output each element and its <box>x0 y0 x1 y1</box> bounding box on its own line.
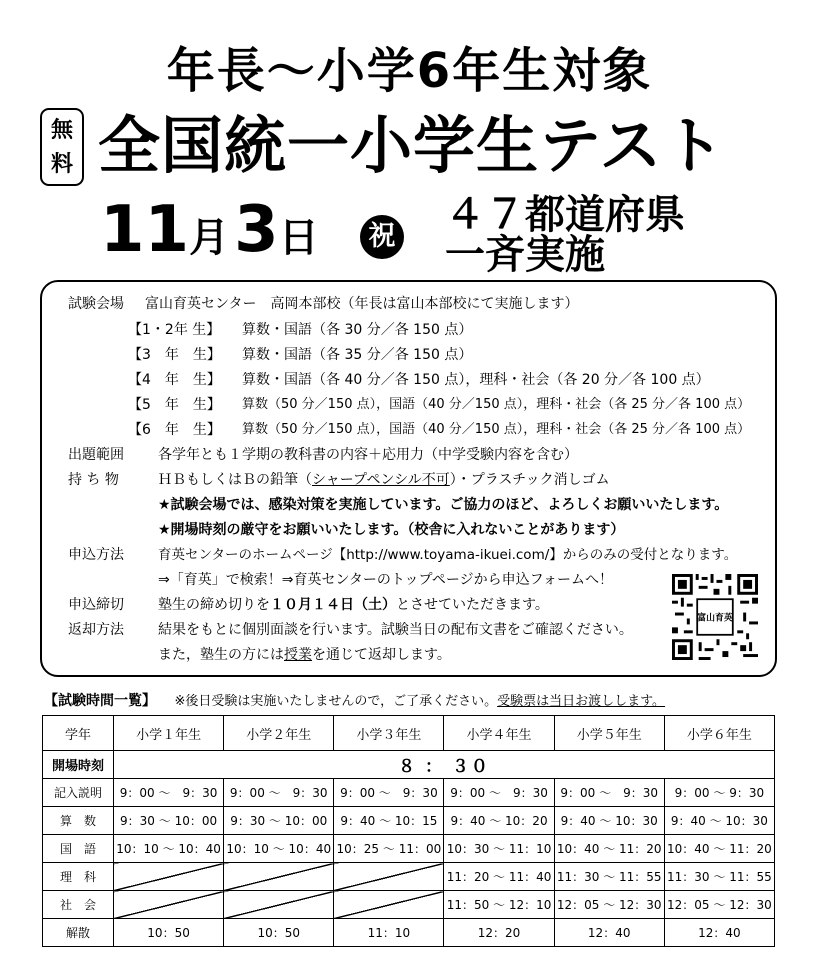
header-cell: 小学２年生 <box>224 716 334 751</box>
return-label: 返却方法 <box>68 622 124 638</box>
items-label: 持 ち 物 <box>68 472 119 488</box>
grade-subjects: 算数・国語（各 40 分／各 150 点），理科・社会（各 20 分／各 100 点） <box>242 372 710 388</box>
items-underline: シャープペンシル不可 <box>312 472 450 488</box>
table-cell: 9：00 ～ 9：30 <box>554 779 664 807</box>
schedule-title: 【試験時間一覧】 <box>44 693 156 709</box>
row-label: 解散 <box>43 919 114 947</box>
table-cell: 12：05 ～ 12：30 <box>664 891 774 919</box>
table-row-open <box>43 751 775 779</box>
table-cell: 12：05 ～ 12：30 <box>554 891 664 919</box>
header-cell: 小学６年生 <box>664 716 774 751</box>
table-cell: 10：40 ～ 11：20 <box>664 835 774 863</box>
table-cell: 12：40 <box>664 919 774 947</box>
apply-text: 育英センターのホームページ【http://www.toyama-ikuei.com/】からのみの受付となります。 <box>158 547 738 563</box>
row-label: 社 会 <box>43 891 114 919</box>
table-cell: 10：50 <box>114 919 224 947</box>
table-cell: 9：40 ～ 10：20 <box>444 807 554 835</box>
row-label: 算 数 <box>43 807 114 835</box>
date-month-kanji: 月 <box>189 215 230 261</box>
free-badge-char-2: 料 <box>50 152 73 177</box>
qr-label: 富山育英 <box>697 613 733 624</box>
table-cell: 10：25 ～ 11：00 <box>334 835 444 863</box>
apply-text-2: ⇒「育英」で検索！⇒育英センターのトップページから申込フォームへ！ <box>158 572 613 588</box>
grade-subjects: 算数（50 分／150 点），国語（40 分／150 点），理科・社会（各 25 分／各 100 点） <box>242 422 751 437</box>
grade-label: 【6 年 生】 <box>128 422 221 438</box>
deadline-pre: 塾生の締め切りを <box>158 597 270 613</box>
header-cell: 小学３年生 <box>334 716 444 751</box>
items-post: ）・プラスチック消しゴム <box>449 472 610 488</box>
table-cell: 10：30 ～ 11：10 <box>444 835 554 863</box>
table-cell-empty <box>334 891 444 919</box>
notice-infection: ★試験会場では、感染対策を実施しています。ご協力のほど、よろしくお願いいたします。 <box>158 497 729 513</box>
grade-label: 【1・2年 生】 <box>128 322 221 338</box>
grade-subjects: 算数（50 分／150 点），国語（40 分／150 点），理科・社会（各 25 分／各 100 点） <box>242 397 751 412</box>
test-title: 全国統一小学生テスト <box>98 109 726 182</box>
table-row <box>43 779 775 807</box>
date-day-kanji: 日 <box>278 215 319 261</box>
return-post: を通じて返却します。 <box>312 647 451 663</box>
table-cell: 11：10 <box>334 919 444 947</box>
free-badge <box>40 108 84 186</box>
header-cell: 学年 <box>43 716 114 751</box>
schedule-heading <box>44 690 665 710</box>
table-row <box>43 835 775 863</box>
grade-label: 【4 年 生】 <box>128 372 221 388</box>
table-cell: 12：20 <box>444 919 554 947</box>
row-label: 開場時刻 <box>43 751 114 779</box>
table-cell-empty <box>114 863 224 891</box>
schedule-note: ※後日受験は実施いたしませんので，ご了承ください。 <box>174 694 498 709</box>
return-underline: 授業 <box>284 647 312 663</box>
table-cell: 9：40 ～ 10：15 <box>334 807 444 835</box>
table-cell: 9：00 ～ 9：30 <box>224 779 334 807</box>
table-cell: 9：40 ～ 10：30 <box>554 807 664 835</box>
table-cell: 10：10 ～ 10：40 <box>224 835 334 863</box>
scope-label: 出題範囲 <box>68 447 124 463</box>
table-cell: 9：30 ～ 10：00 <box>224 807 334 835</box>
header-cell: 小学５年生 <box>554 716 664 751</box>
return-pre: また，塾生の方には <box>158 647 284 663</box>
table-row <box>43 863 775 891</box>
venue-text: 富山育英センター 高岡本部校（年長は富山本部校にて実施します） <box>145 296 579 312</box>
table-cell: 9：00 ～ 9：30 <box>444 779 554 807</box>
row-label: 国 語 <box>43 835 114 863</box>
nationwide-line2: 一斉実施 <box>445 232 605 278</box>
row-label: 記入説明 <box>43 779 114 807</box>
date-month: 11 <box>100 193 190 267</box>
schedule-note-underline: 受験票は当日お渡しします。 <box>497 694 666 709</box>
scope-text: 各学年とも１学期の教科書の内容＋応用力（中学受験内容を含む） <box>158 447 578 463</box>
schedule-table <box>42 715 775 947</box>
table-row <box>43 891 775 919</box>
items-pre: ＨＢもしくはＢの鉛筆（ <box>158 472 312 488</box>
grade-subjects: 算数・国語（各 30 分／各 150 点） <box>242 322 473 338</box>
table-cell: 11：30 ～ 11：55 <box>554 863 664 891</box>
header-cell: 小学４年生 <box>444 716 554 751</box>
nationwide-label <box>445 192 775 278</box>
date-day: 3 <box>234 193 279 267</box>
qr-code[interactable] <box>672 574 758 660</box>
deadline-label: 申込締切 <box>68 597 124 613</box>
table-cell: 9：40 ～ 10：30 <box>664 807 774 835</box>
free-badge-char-1: 無 <box>50 118 73 143</box>
row-label: 理 科 <box>43 863 114 891</box>
table-cell-empty <box>114 891 224 919</box>
table-cell: 11：30 ～ 11：55 <box>664 863 774 891</box>
return-text-2 <box>158 645 451 665</box>
holiday-badge: 祝 <box>360 215 404 259</box>
deadline-post: とさせていただきます。 <box>396 597 549 613</box>
table-cell: 11：20 ～ 11：40 <box>444 863 554 891</box>
table-cell: 9：00 ～ 9：30 <box>334 779 444 807</box>
table-cell: 12：40 <box>554 919 664 947</box>
deadline-text <box>158 595 549 615</box>
open-time: ８ ： ３０ <box>114 751 775 779</box>
header-cell: 小学１年生 <box>114 716 224 751</box>
venue-label: 試験会場 <box>68 296 124 312</box>
table-cell: 9：00 ～ 9：30 <box>114 779 224 807</box>
table-cell: 10：40 ～ 11：20 <box>554 835 664 863</box>
deadline-date: １０月１４日（土） <box>270 597 396 613</box>
nationwide-line1: ４７都道府県 <box>445 192 685 238</box>
grade-label: 【3 年 生】 <box>128 347 221 363</box>
table-cell-empty <box>334 863 444 891</box>
grade-subjects: 算数・国語（各 35 分／各 150 点） <box>242 347 473 363</box>
items-text <box>158 470 610 490</box>
table-cell-empty <box>224 891 334 919</box>
grade-label: 【5 年 生】 <box>128 397 221 413</box>
table-cell-empty <box>224 863 334 891</box>
table-cell: 10：10 ～ 10：40 <box>114 835 224 863</box>
table-cell: 11：50 ～ 12：10 <box>444 891 554 919</box>
return-text: 結果をもとに個別面談を行います。試験当日の配布文書をご確認ください。 <box>158 622 633 638</box>
notice-time: ★開場時刻の厳守をお願いいたします。（校舎に入れないことがあります） <box>158 522 625 538</box>
table-cell: 10：50 <box>224 919 334 947</box>
target-grades-heading: 年長～小学6年生対象 <box>166 43 653 99</box>
table-row <box>43 919 775 947</box>
apply-label: 申込方法 <box>68 547 124 563</box>
table-cell: 9：30 ～ 10：00 <box>114 807 224 835</box>
table-header-row <box>43 716 775 751</box>
table-row <box>43 807 775 835</box>
table-cell: 9：00 ～ 9：30 <box>664 779 774 807</box>
test-date <box>100 195 319 265</box>
